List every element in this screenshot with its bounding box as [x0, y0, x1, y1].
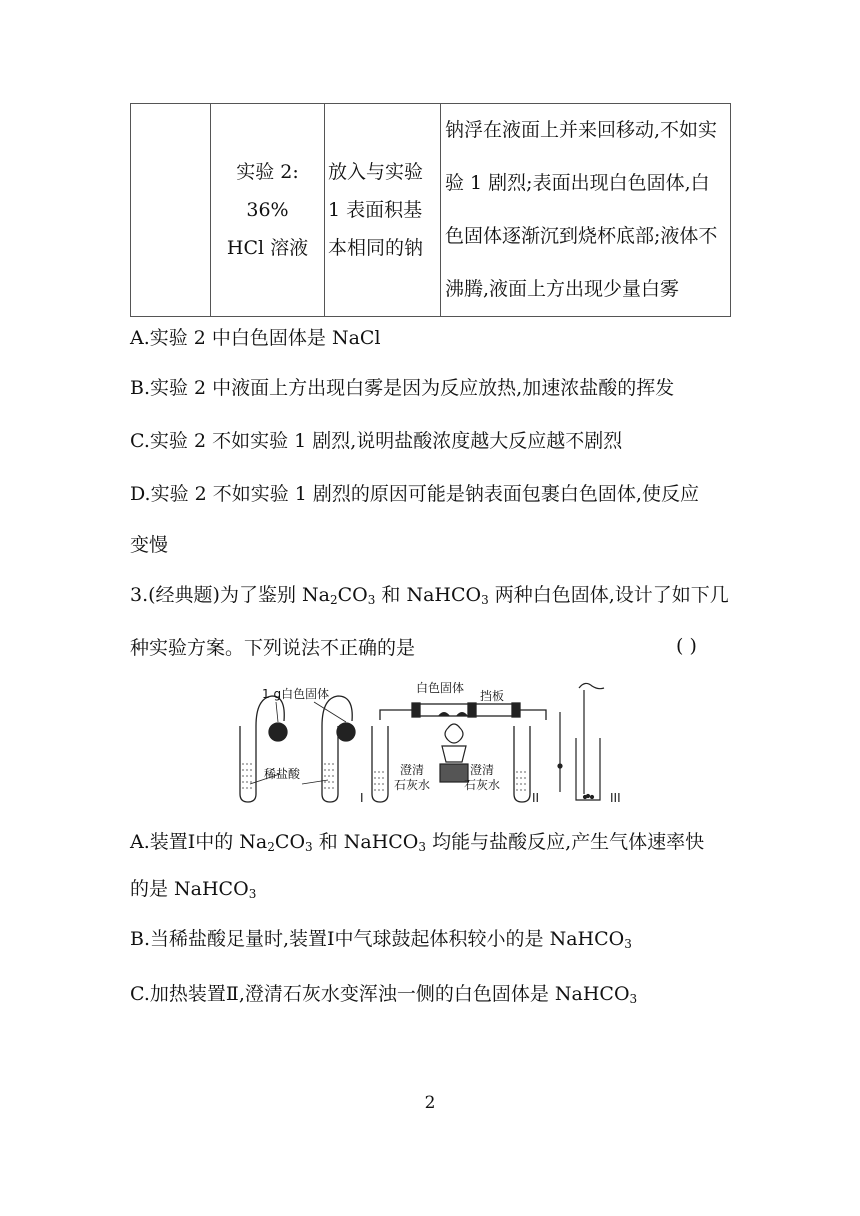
subscript: 3	[481, 593, 489, 607]
text-run: C.加热装置Ⅱ,澄清石灰水变浑浊一侧的白色固体是 NaHCO	[130, 983, 630, 1005]
subscript: 2	[329, 593, 338, 607]
subscript: 3	[367, 593, 376, 607]
text-run: CO	[274, 831, 306, 853]
limewater-right-2: 石灰水	[464, 778, 501, 792]
page-number: 2	[424, 1093, 436, 1113]
q3-option-b	[130, 926, 632, 952]
q2-option-b: B.实验 2 中液面上方出现白雾是因为反应放热,加速浓盐酸的挥发	[130, 377, 675, 399]
text-run: 的是 NaHCO	[130, 878, 249, 900]
q3-option-c	[130, 981, 637, 1007]
text-run: 和 NaHCO	[312, 831, 419, 853]
answer-blank: ( )	[676, 635, 697, 657]
cell-text: HCl 溶液	[226, 237, 309, 259]
q3-stem-line1	[130, 582, 729, 608]
cell-text: 沸腾,液面上方出现少量白雾	[445, 278, 680, 300]
table-cell-phenomenon	[441, 104, 731, 317]
device-1-label: I	[360, 791, 364, 805]
apparatus-drawing	[230, 676, 650, 806]
subscript: 3	[418, 840, 427, 854]
balloon-label: 1 g白色固体	[262, 687, 330, 701]
subscript: 3	[629, 992, 638, 1006]
q2-option-c: C.实验 2 不如实验 1 剧烈,说明盐酸浓度越大反应越不剧烈	[130, 430, 623, 452]
table-cell-operation	[325, 104, 441, 317]
q2-option-d-cont: 变慢	[130, 534, 169, 556]
text-run: 均能与盐酸反应,产生气体速率快	[426, 831, 705, 853]
cell-text: 36%	[246, 199, 289, 221]
text-run: CO	[337, 584, 368, 606]
table-row	[131, 104, 731, 317]
text-run: 两种白色固体,设计了如下几	[488, 584, 729, 606]
apparatus-figure	[230, 676, 650, 806]
solid-label: 白色固体	[416, 681, 465, 695]
cell-text: 验 1 剧烈;表面出现白色固体,白	[445, 172, 710, 194]
subscript: 3	[248, 887, 257, 901]
device-1-tubes	[240, 696, 355, 802]
limewater-left-1: 澄清	[400, 763, 425, 777]
cell-text: 钠浮在液面上并来回移动,不如实	[445, 119, 718, 141]
subscript: 3	[624, 937, 632, 951]
baffle-label: 挡板	[480, 689, 505, 703]
q3-option-a-cont	[130, 876, 256, 902]
table-cell-experiment	[211, 104, 325, 317]
limewater-right-1: 澄清	[470, 763, 495, 777]
cell-text: 放入与实验	[328, 161, 424, 183]
device-2-label: II	[532, 791, 540, 805]
text-run: 3.(经典题)为了鉴别 Na	[130, 584, 330, 606]
device-3	[558, 683, 604, 800]
acid-label: 稀盐酸	[264, 767, 301, 781]
text-run: A.装置Ⅰ中的 Na	[130, 831, 268, 853]
q3-stem-line2: 种实验方案。下列说法不正确的是	[130, 637, 416, 659]
subscript: 3	[305, 840, 313, 854]
experiment-table	[130, 103, 731, 317]
q3-option-a	[130, 829, 704, 855]
limewater-left-2: 石灰水	[394, 778, 431, 792]
q2-option-a: A.实验 2 中白色固体是 NaCl	[130, 327, 381, 349]
cell-text: 1 表面积基	[328, 199, 423, 221]
device-3-label: III	[610, 791, 621, 805]
lamp-stand	[440, 724, 468, 782]
q2-option-d: D.实验 2 不如实验 1 剧烈的原因可能是钠表面包裹白色固体,使反应	[130, 483, 699, 505]
text-run: 和 NaHCO	[375, 584, 482, 606]
subscript: 2	[267, 840, 275, 854]
table-cell-empty	[131, 104, 211, 317]
cell-text: 实验 2:	[236, 161, 299, 183]
cell-text: 本相同的钠	[328, 237, 424, 259]
text-run: B.当稀盐酸足量时,装置Ⅰ中气球鼓起体积较小的是 NaHCO	[130, 928, 625, 950]
cell-text: 色固体逐渐沉到烧杯底部;液体不	[445, 225, 718, 247]
